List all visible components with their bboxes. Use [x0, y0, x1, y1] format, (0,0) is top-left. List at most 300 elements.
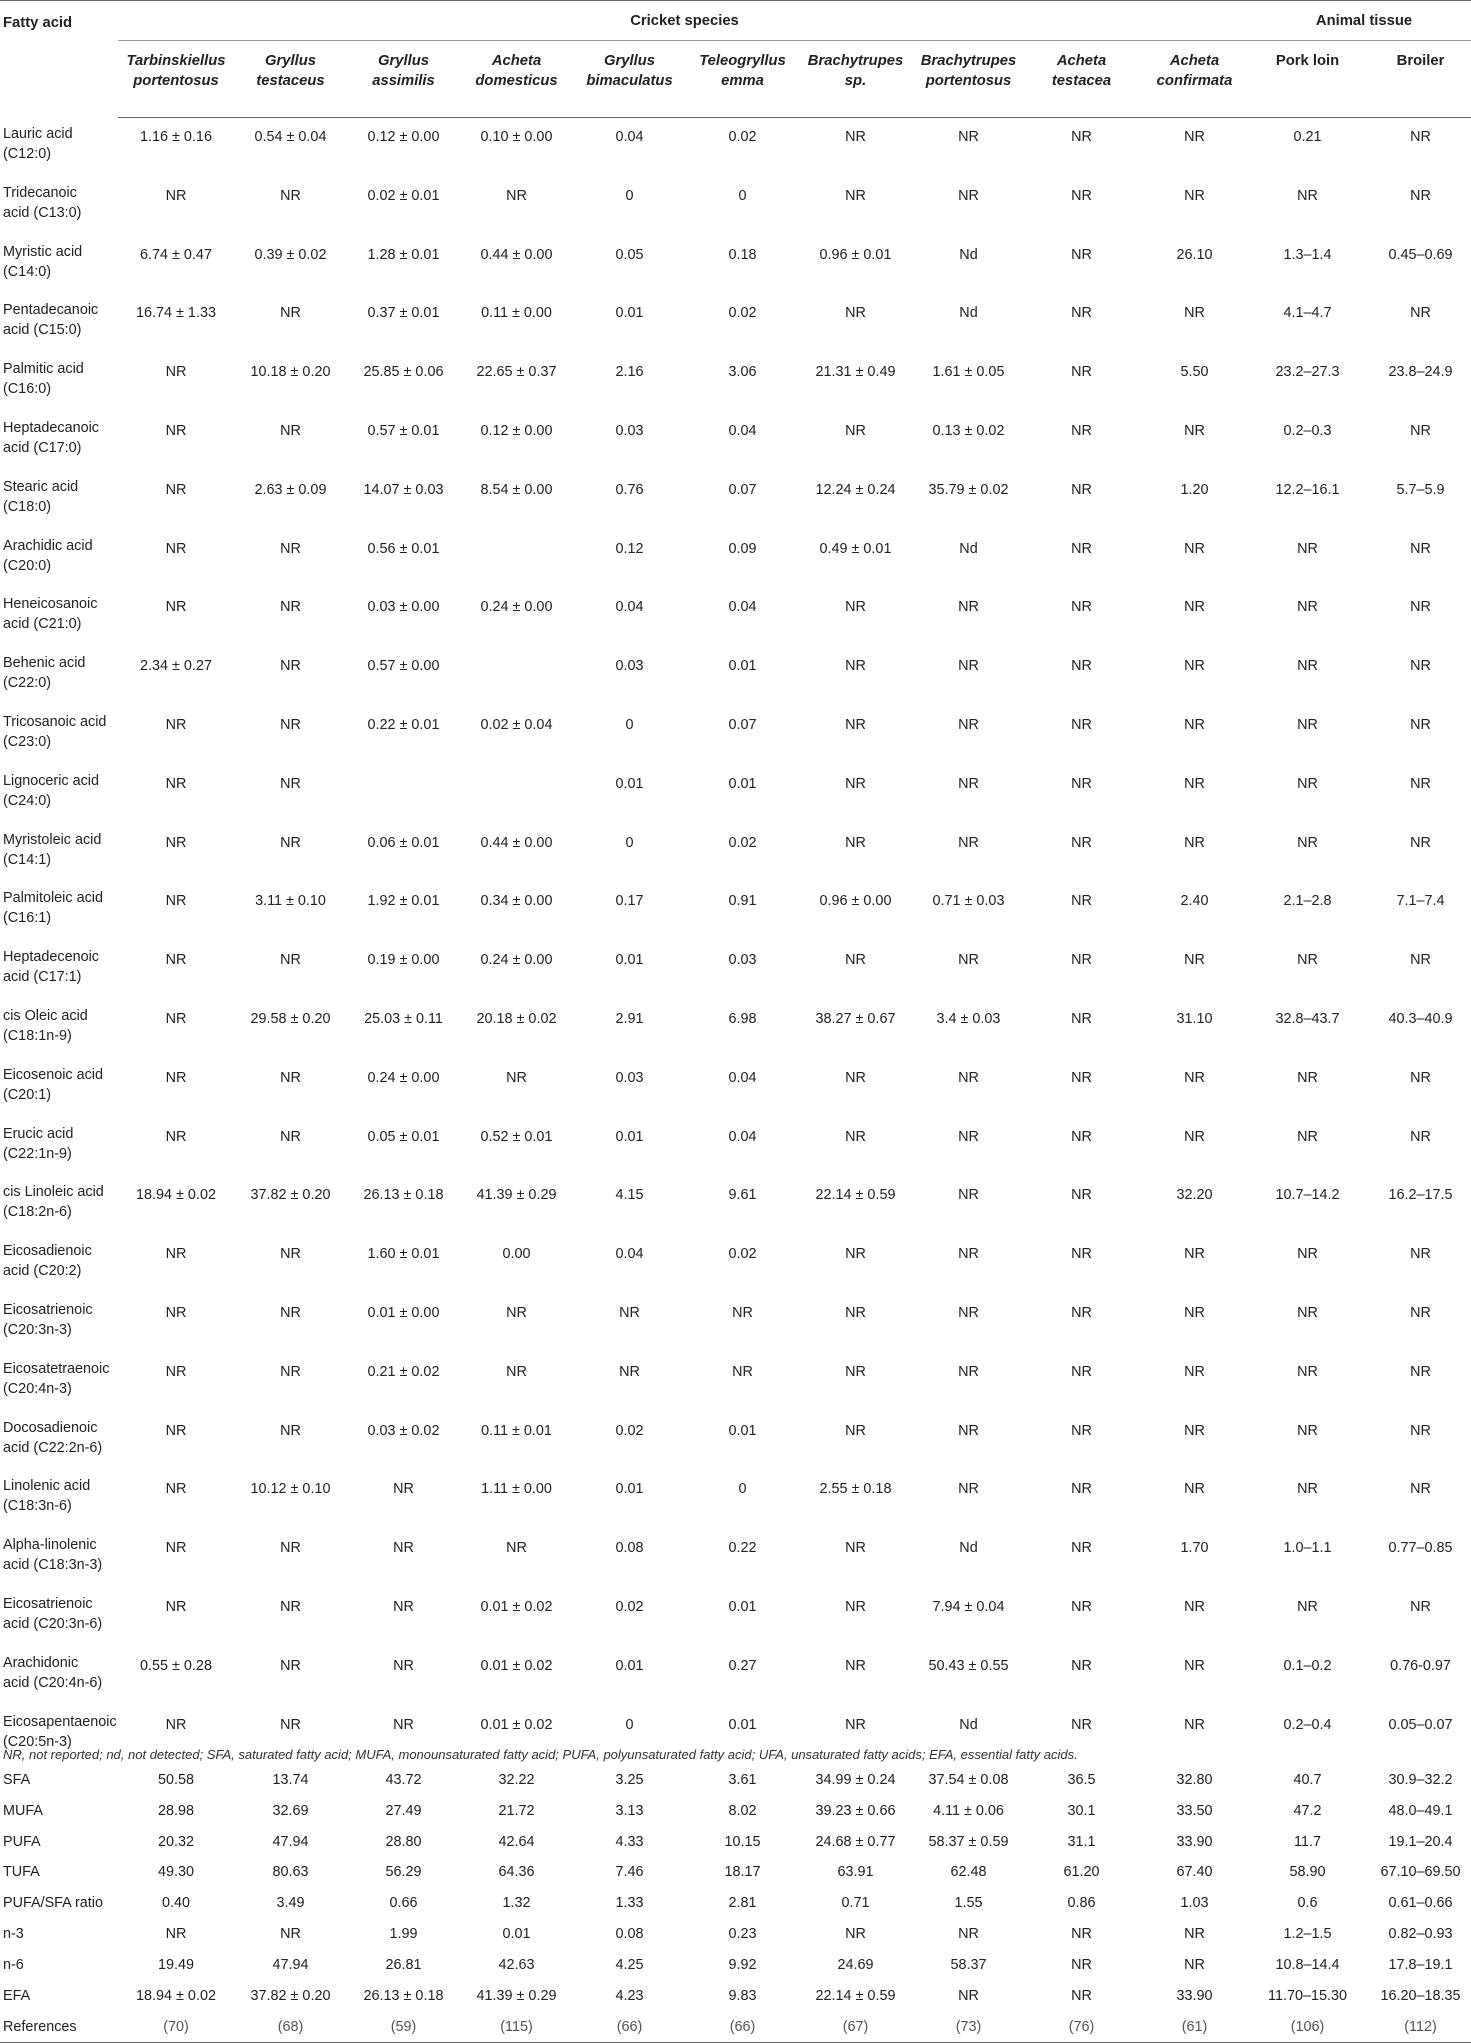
table-cell: NR: [845, 1926, 866, 1943]
table-cell: 10.12 ± 0.10: [250, 1481, 331, 1498]
table-cell: 17.8–19.1: [1388, 1957, 1453, 1974]
table-cell: 3.13: [615, 1802, 644, 1819]
table-cell: 0.04: [615, 599, 644, 616]
table-cell: NR: [165, 187, 187, 204]
table-cell: 0.12 ± 0.00: [367, 129, 440, 145]
table-cell: 0.55 ± 0.28: [140, 1657, 212, 1674]
row-label-line: (C22:1n-9): [3, 1145, 72, 1162]
row-label-line: Lignoceric acid: [3, 772, 99, 789]
table-cell: Nd: [959, 1540, 978, 1557]
header-species-name-part: Brachytrupes: [920, 53, 1017, 69]
table-footnote: NR, not reported; nd, not detected; SFA, saturated fatty acid; MUFA, monounsaturated fatty acid; PUFA, polyunsaturated fatty acid; UFA, unsaturated fatty acids; EFA, essential fatty acids.: [3, 1747, 1078, 1762]
row-label-line: (C14:0): [3, 263, 51, 280]
table-cell: 0.05–0.07: [1388, 1716, 1453, 1733]
row-label-line: cis Oleic acid: [3, 1007, 88, 1024]
table-cell: NR: [845, 1304, 866, 1321]
summary-row: [0, 1795, 1471, 1826]
table-cell: NR: [845, 1069, 866, 1086]
table-cell: 2.91: [615, 1010, 644, 1027]
table-cell: 0.01: [615, 775, 644, 792]
table-cell: 19.1–20.4: [1388, 1833, 1453, 1850]
table-cell: NR: [506, 1069, 527, 1086]
table-cell: NR: [958, 775, 979, 792]
table-cell: 1.61 ± 0.05: [932, 364, 1005, 381]
table-cell: NR: [845, 1422, 866, 1439]
table-cell: NR: [1410, 1598, 1431, 1615]
row-label: [0, 353, 118, 412]
table-cell: NR: [1071, 893, 1092, 910]
table-cell: NR: [165, 716, 187, 733]
row-label: [0, 1588, 118, 1647]
table-cell: NR: [1184, 1481, 1205, 1498]
table-cell: 0.17: [615, 893, 644, 910]
table-cell: NR: [1071, 1657, 1092, 1674]
table-cell: 0.02 ± 0.04: [480, 716, 553, 733]
table-row: [0, 530, 1471, 589]
row-label: [0, 706, 118, 765]
table-cell: NR: [1071, 1069, 1092, 1086]
table-cell: NR: [393, 1598, 414, 1615]
table-row: [0, 1588, 1471, 1647]
table-cell: 41.39 ± 0.29: [476, 1187, 557, 1204]
table-cell: 0.01: [615, 305, 644, 322]
table-cell: NR: [845, 1657, 866, 1674]
table-cell: 16.2–17.5: [1388, 1187, 1453, 1204]
table-cell: NR: [165, 1598, 187, 1615]
table-cell: 0.02: [615, 1598, 644, 1615]
table-cell: 0.03: [728, 952, 757, 969]
table-cell: 0.03 ± 0.00: [367, 599, 440, 616]
table-cell: 0.22 ± 0.01: [367, 716, 440, 733]
reference-cell: (66): [573, 2011, 686, 2042]
table-cell: NR: [165, 1422, 187, 1439]
table-cell: 25.03 ± 0.11: [364, 1010, 443, 1027]
table-cell: 0.21: [1293, 129, 1322, 145]
table-cell: 0.09: [728, 540, 757, 557]
table-cell: 0.49 ± 0.01: [819, 540, 892, 557]
table-cell: 0.01: [728, 658, 757, 675]
table-cell: 1.60 ± 0.01: [367, 1246, 440, 1263]
table-cell: 12.24 ± 0.24: [815, 481, 896, 498]
table-cell: NR: [845, 187, 866, 204]
table-cell: 42.64: [498, 1833, 535, 1850]
table-cell: 29.58 ± 0.20: [250, 1010, 331, 1027]
table-cell: 0.40: [161, 1895, 190, 1912]
table-cell: NR: [845, 1716, 866, 1733]
table-cell: NR: [165, 1010, 187, 1027]
table-cell: 0.06 ± 0.01: [367, 834, 440, 851]
table-cell: NR: [280, 1540, 301, 1557]
table-cell: 0.08: [615, 1926, 644, 1943]
table-cell: NR: [1071, 305, 1092, 322]
table-cell: NR: [1410, 716, 1431, 733]
row-label: SFA: [3, 1771, 31, 1788]
table-cell: NR: [393, 1481, 414, 1498]
table-cell: NR: [280, 422, 301, 439]
summary-row: [0, 1950, 1471, 1981]
table-cell: NR: [506, 1304, 527, 1321]
table-cell: NR: [165, 834, 187, 851]
row-label: [0, 1353, 118, 1412]
table-cell: 49.30: [157, 1864, 194, 1881]
table-cell: 0.2–0.4: [1283, 1716, 1332, 1733]
header-species: [234, 41, 347, 118]
table-cell: 6.98: [728, 1010, 757, 1027]
header-species-name-part: Brachytrupes: [807, 53, 904, 69]
summary-row: [0, 1981, 1471, 2012]
table-cell: 18.17: [724, 1864, 761, 1881]
table-row: [0, 941, 1471, 1000]
table-cell: 10.7–14.2: [1275, 1187, 1340, 1204]
table-cell: 24.69: [837, 1957, 874, 1974]
table-cell: NR: [280, 599, 301, 616]
row-label-line: (C18:3n-6): [3, 1498, 72, 1515]
table-cell: NR: [1184, 1926, 1205, 1943]
table-cell: 36.5: [1067, 1771, 1096, 1788]
table-cell: 28.98: [157, 1802, 194, 1819]
table-cell: NR: [1184, 834, 1205, 851]
row-label-line: Stearic acid: [3, 478, 79, 495]
table-cell: NR: [1410, 1481, 1431, 1498]
table-row: [0, 353, 1471, 412]
table-cell: 0.56 ± 0.01: [367, 540, 440, 557]
table-cell: 2.81: [728, 1895, 757, 1912]
table-cell: NR: [619, 1363, 640, 1380]
table-cell: NR: [1410, 834, 1431, 851]
row-label-line: Heptadecenoic: [3, 949, 100, 966]
table-cell: NR: [393, 1657, 414, 1674]
table-cell: 40.3–40.9: [1388, 1010, 1453, 1027]
table-cell: 67.10–69.50: [1380, 1864, 1461, 1881]
row-label-line: acid (C18:3n-3): [3, 1557, 103, 1574]
table-cell: NR: [958, 1987, 979, 2004]
table-cell: 0.02: [615, 1422, 644, 1439]
table-cell: NR: [1184, 1598, 1205, 1615]
table-cell: 38.27 ± 0.67: [815, 1010, 896, 1027]
table-cell: NR: [845, 599, 866, 616]
table-row: [0, 588, 1471, 647]
row-label-line: Eicosatrienoic: [3, 1301, 93, 1318]
row-label-line: Palmitoleic acid: [3, 890, 103, 907]
table-cell: 16.74 ± 1.33: [136, 305, 216, 322]
table-cell: NR: [1410, 129, 1431, 145]
table-cell: NR: [1071, 422, 1092, 439]
table-cell: NR: [1184, 1716, 1205, 1733]
table-cell: NR: [845, 1363, 866, 1380]
table-row: [0, 177, 1471, 236]
table-cell: NR: [280, 1926, 301, 1943]
table-cell: 50.58: [157, 1771, 194, 1788]
table-cell: NR: [1071, 1481, 1092, 1498]
table-cell: 33.50: [1176, 1802, 1213, 1819]
table-cell: 26.81: [385, 1957, 422, 1974]
table-cell: NR: [280, 1304, 301, 1321]
table-cell: 32.22: [498, 1771, 535, 1788]
table-header: [0, 1, 1471, 118]
table-cell: NR: [1071, 599, 1092, 616]
table-cell: 41.39 ± 0.29: [476, 1987, 557, 2004]
row-label-line: (C24:0): [3, 792, 51, 809]
row-label-line: acid (C13:0): [3, 204, 82, 221]
table-cell: 0.22: [728, 1540, 757, 1557]
summary-row: [0, 1919, 1471, 1950]
table-row: [0, 824, 1471, 883]
table-cell: [460, 765, 573, 824]
table-cell: NR: [165, 1128, 187, 1145]
table-cell: 64.36: [498, 1864, 535, 1881]
table-cell: 0.21 ± 0.02: [367, 1363, 440, 1380]
row-label-line: Eicosatrienoic: [3, 1595, 93, 1612]
table-cell: 0.04: [728, 422, 757, 439]
table-cell: NR: [1071, 716, 1092, 733]
header-animal-tissue: Pork loin: [1251, 41, 1364, 118]
table-cell: NR: [280, 775, 301, 792]
table-cell: 5.50: [1180, 364, 1209, 381]
table-cell: NR: [1410, 599, 1431, 616]
table-cell: 0.03: [615, 1069, 644, 1086]
table-cell: 0.02 ± 0.01: [367, 187, 440, 204]
table-cell: 6.74 ± 0.47: [140, 246, 212, 263]
table-cell: 25.85 ± 0.06: [363, 364, 444, 381]
table-cell: 0.08: [615, 1540, 644, 1557]
table-cell: NR: [958, 1926, 979, 1943]
table-cell: 1.11 ± 0.00: [481, 1481, 552, 1498]
reference-cell: (59): [347, 2011, 460, 2042]
header-species: [686, 41, 799, 118]
table-cell: 23.8–24.9: [1388, 364, 1453, 381]
row-label-line: (C18:1n-9): [3, 1027, 72, 1044]
table-row: [0, 1294, 1471, 1353]
table-row: [0, 706, 1471, 765]
table-cell: 34.99 ± 0.24: [815, 1771, 896, 1788]
table-cell: 58.90: [1289, 1864, 1326, 1881]
table-cell: NR: [1071, 1363, 1092, 1380]
table-cell: NR: [165, 775, 187, 792]
table-row: [0, 882, 1471, 941]
table-cell: 0: [625, 1716, 634, 1733]
table-cell: NR: [1184, 716, 1205, 733]
row-label-line: (C20:0): [3, 557, 51, 574]
table-cell: 16.20–18.35: [1380, 1987, 1461, 2004]
reference-cell: (112): [1364, 2011, 1471, 2042]
row-label-line: (C20:4n-3): [3, 1380, 72, 1397]
table-cell: 8.02: [728, 1802, 757, 1819]
table-cell: 0.04: [615, 129, 644, 145]
table-cell: 0: [738, 1481, 747, 1498]
table-cell: 0.03: [615, 422, 644, 439]
table-cell: 32.69: [272, 1802, 309, 1819]
row-label: References: [0, 2011, 118, 2042]
row-label-line: Arachidic acid: [3, 537, 93, 554]
table-cell: 0.00: [502, 1246, 531, 1263]
table-cell: 10.15: [724, 1833, 761, 1850]
table-cell: 3.4 ± 0.03: [936, 1010, 1001, 1027]
table-cell: NR: [1184, 952, 1205, 969]
table-cell: 0.66: [389, 1895, 418, 1912]
table-cell: 0.24 ± 0.00: [367, 1069, 440, 1086]
table-cell: NR: [1184, 1128, 1205, 1145]
table-cell: 4.23: [615, 1987, 644, 2004]
table-cell: NR: [165, 1716, 187, 1733]
table-cell: NR: [1071, 540, 1092, 557]
table-cell: 50.43 ± 0.55: [928, 1657, 1009, 1674]
table-cell: 0.01: [502, 1926, 531, 1943]
table-cell: 0.07: [728, 716, 757, 733]
table-cell: 30.1: [1067, 1802, 1096, 1819]
table-cell: 24.68 ± 0.77: [815, 1833, 896, 1850]
row-label-line: (C14:1): [3, 851, 51, 868]
table-cell: NR: [1184, 599, 1205, 616]
row-label-line: Myristic acid: [3, 243, 83, 260]
table-cell: 0: [738, 187, 747, 204]
table-cell: NR: [1071, 1187, 1092, 1204]
table-cell: 0.12 ± 0.00: [480, 422, 553, 439]
table-cell: NR: [280, 1128, 301, 1145]
row-label-line: (C18:2n-6): [3, 1204, 72, 1221]
table-cell: 4.25: [615, 1957, 644, 1974]
table-cell: 0.01 ± 0.02: [480, 1716, 553, 1733]
table-cell: 18.94 ± 0.02: [136, 1187, 216, 1204]
row-label: [0, 824, 118, 883]
summary-row: [0, 1888, 1471, 1919]
table-cell: NR: [845, 716, 866, 733]
table-cell: NR: [1184, 187, 1205, 204]
table-cell: NR: [280, 834, 301, 851]
table-cell: 42.63: [498, 1957, 535, 1974]
table-cell: NR: [1184, 129, 1205, 145]
reference-cell: (115): [460, 2011, 573, 2042]
row-label-line: Eicosadienoic: [3, 1243, 92, 1260]
table-cell: 0.2–0.3: [1283, 422, 1332, 439]
row-label-line: (C20:5n-3): [3, 1733, 72, 1750]
table-cell: 26.10: [1176, 246, 1213, 263]
table-cell: Nd: [959, 246, 978, 263]
table-cell: NR: [732, 1363, 753, 1380]
table-cell: 0.01: [615, 952, 644, 969]
header-species-name-part: testacea: [1051, 73, 1112, 89]
table-cell: 4.33: [615, 1833, 644, 1850]
table-row: [0, 1353, 1471, 1412]
header-species: [1025, 41, 1138, 118]
table-row: [0, 765, 1471, 824]
table-cell: 0.12: [615, 540, 644, 557]
table-cell: NR: [619, 1304, 640, 1321]
table-cell: 0.54 ± 0.04: [254, 129, 327, 145]
table-cell: 35.79 ± 0.02: [928, 481, 1009, 498]
table-cell: NR: [845, 1128, 866, 1145]
table-cell: NR: [1410, 1363, 1431, 1380]
table-cell: NR: [958, 599, 979, 616]
table-cell: 0.86: [1067, 1895, 1096, 1912]
table-cell: NR: [1071, 952, 1092, 969]
row-label: [0, 765, 118, 824]
row-label-line: acid (C15:0): [3, 322, 82, 339]
row-label: [0, 1176, 118, 1235]
table-cell: NR: [1071, 187, 1092, 204]
table-cell: 19.49: [157, 1957, 194, 1974]
header-species-name-part: sp.: [844, 73, 867, 89]
row-label: [0, 588, 118, 647]
table-cell: NR: [165, 1926, 187, 1943]
table-cell: 0.19 ± 0.00: [367, 952, 440, 969]
table-cell: 0.11 ± 0.00: [481, 305, 552, 322]
table-cell: 3.11 ± 0.10: [255, 893, 326, 910]
table-cell: NR: [1410, 952, 1431, 969]
header-fatty-acid: Fatty acid: [3, 15, 73, 31]
table-cell: 47.94: [272, 1957, 309, 1974]
header-species-name-part: testaceus: [256, 73, 325, 89]
table-cell: NR: [165, 1540, 187, 1557]
table-cell: 0.96 ± 0.01: [819, 246, 892, 263]
table-cell: NR: [280, 1657, 301, 1674]
table-cell: NR: [1297, 1128, 1318, 1145]
table-cell: 0.03 ± 0.02: [367, 1422, 440, 1439]
row-label-line: Docosadienoic: [3, 1419, 98, 1436]
table-cell: NR: [280, 658, 301, 675]
table-cell: NR: [1071, 1716, 1092, 1733]
table-cell: NR: [1184, 1304, 1205, 1321]
table-cell: NR: [280, 1069, 301, 1086]
header-species: [799, 41, 912, 118]
row-label-line: Eicosenoic acid: [3, 1066, 103, 1083]
row-label-line: acid (C21:0): [3, 616, 82, 633]
table-cell: 3.25: [615, 1771, 644, 1788]
table-cell: 2.16: [615, 364, 644, 381]
row-label: EFA: [3, 1987, 31, 2004]
table-cell: NR: [280, 540, 301, 557]
table-cell: 5.7–5.9: [1396, 481, 1445, 498]
table-cell: 20.32: [157, 1833, 194, 1850]
table-cell: NR: [165, 364, 187, 381]
table-cell: NR: [165, 893, 187, 910]
row-label: MUFA: [3, 1802, 43, 1819]
row-label: [0, 1412, 118, 1471]
reference-cell: (66): [686, 2011, 799, 2042]
row-label: [0, 294, 118, 353]
row-label-line: Myristoleic acid: [3, 831, 102, 848]
table-cell: 28.80: [385, 1833, 422, 1850]
table-cell: NR: [1071, 834, 1092, 851]
row-label-line: cis Linoleic acid: [3, 1184, 104, 1201]
table-cell: 2.1–2.8: [1283, 893, 1332, 910]
table-cell: 0.1–0.2: [1283, 1657, 1332, 1674]
table-cell: NR: [958, 952, 979, 969]
table-cell: 11.70–15.30: [1268, 1987, 1347, 2004]
table-cell: NR: [165, 1363, 187, 1380]
table-row: [0, 1059, 1471, 1118]
row-label-line: (C22:0): [3, 675, 51, 692]
table-cell: NR: [1071, 129, 1092, 145]
table-cell: NR: [1071, 364, 1092, 381]
table-cell: 1.55: [954, 1895, 983, 1912]
table-cell: NR: [958, 1187, 979, 1204]
table-cell: 3.06: [728, 364, 757, 381]
table-cell: 9.61: [728, 1187, 757, 1204]
table-cell: NR: [958, 834, 979, 851]
table-cell: 0.01: [728, 1598, 757, 1615]
header-species-name-part: portentosus: [925, 73, 1012, 89]
table-cell: 21.31 ± 0.49: [815, 364, 896, 381]
table-cell: 58.37: [950, 1957, 987, 1974]
table-cell: NR: [732, 1304, 753, 1321]
reference-cell: (106): [1251, 2011, 1364, 2042]
header-species-name-part: Tarbinskiellus: [126, 53, 226, 69]
table-cell: NR: [393, 1540, 414, 1557]
table-cell: 0.24 ± 0.00: [480, 952, 553, 969]
references-row: [0, 2011, 1471, 2042]
row-label-line: Lauric acid: [3, 125, 73, 142]
table-cell: NR: [845, 1598, 866, 1615]
